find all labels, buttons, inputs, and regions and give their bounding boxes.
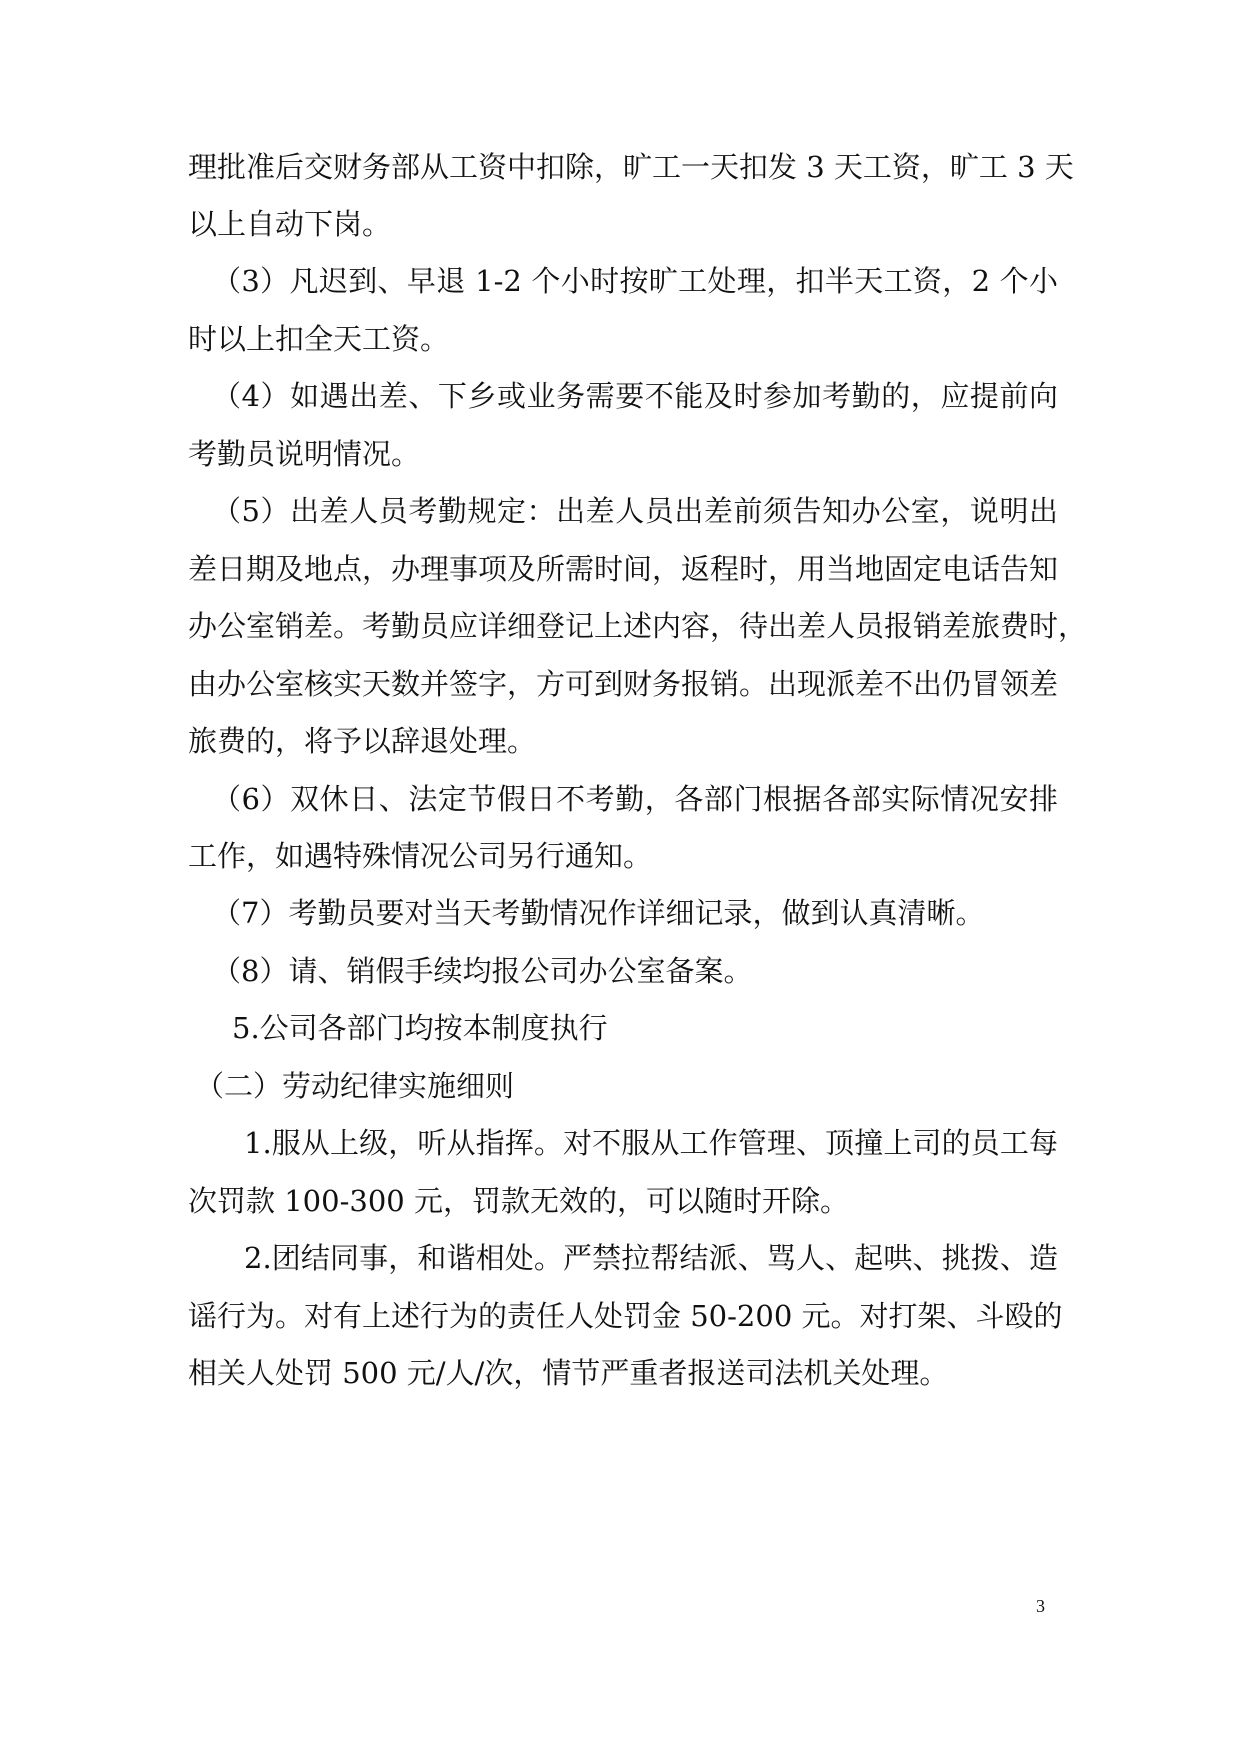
- text-line: （8）请、销假手续均报公司办公室备案。: [212, 954, 753, 988]
- text-line: 工作，如遇特殊情况公司另行通知。: [188, 839, 653, 873]
- text-line: 理批准后交财务部从工资中扣除，旷工一天扣发 3 天工资，旷工 3 天: [188, 150, 1074, 184]
- text-line: 考勤员说明情况。: [188, 437, 421, 471]
- text-line: （4）如遇出差、下乡或业务需要不能及时参加考勤的，应提前向: [212, 379, 1058, 413]
- section-heading: 5.公司各部门均按本制度执行: [232, 1011, 608, 1045]
- text-line: （6）双休日、法定节假日不考勤，各部门根据各部实际情况安排: [212, 782, 1058, 816]
- section-heading: （二）劳动纪律实施细则: [195, 1069, 515, 1103]
- page-number: 3: [1036, 1596, 1045, 1616]
- text-line: 由办公室核实天数并签字，方可到财务报销。出现派差不出仍冒领差: [188, 667, 1059, 701]
- text-line: 差日期及地点，办理事项及所需时间，返程时，用当地固定电话告知: [188, 552, 1059, 586]
- text-line: （5）出差人员考勤规定：出差人员出差前须告知办公室，说明出: [212, 494, 1058, 528]
- text-line: 时以上扣全天工资。: [188, 322, 450, 356]
- text-line: （7）考勤员要对当天考勤情况作详细记录，做到认真清晰。: [212, 896, 985, 930]
- text-line: 次罚款 100-300 元，罚款无效的，可以随时开除。: [188, 1184, 849, 1218]
- text-line: 旅费的，将予以辞退处理。: [188, 724, 537, 758]
- text-line: 以上自动下岗。: [188, 207, 392, 241]
- text-line: 相关人处罚 500 元/人/次，情节严重者报送司法机关处理。: [188, 1356, 949, 1390]
- text-line: 2.团结同事，和谐相处。严禁拉帮结派、骂人、起哄、挑拨、造: [244, 1241, 1058, 1275]
- text-line: 1.服从上级，听从指挥。对不服从工作管理、顶撞上司的员工每: [244, 1126, 1058, 1160]
- text-line: 办公室销差。考勤员应详细登记上述内容，待出差人员报销差旅费时，: [188, 609, 1088, 643]
- text-line: （3）凡迟到、早退 1-2 个小时按旷工处理，扣半天工资，2 个小: [212, 264, 1058, 298]
- text-line: 谣行为。对有上述行为的责任人处罚金 50-200 元。对打架、斗殴的: [188, 1299, 1063, 1333]
